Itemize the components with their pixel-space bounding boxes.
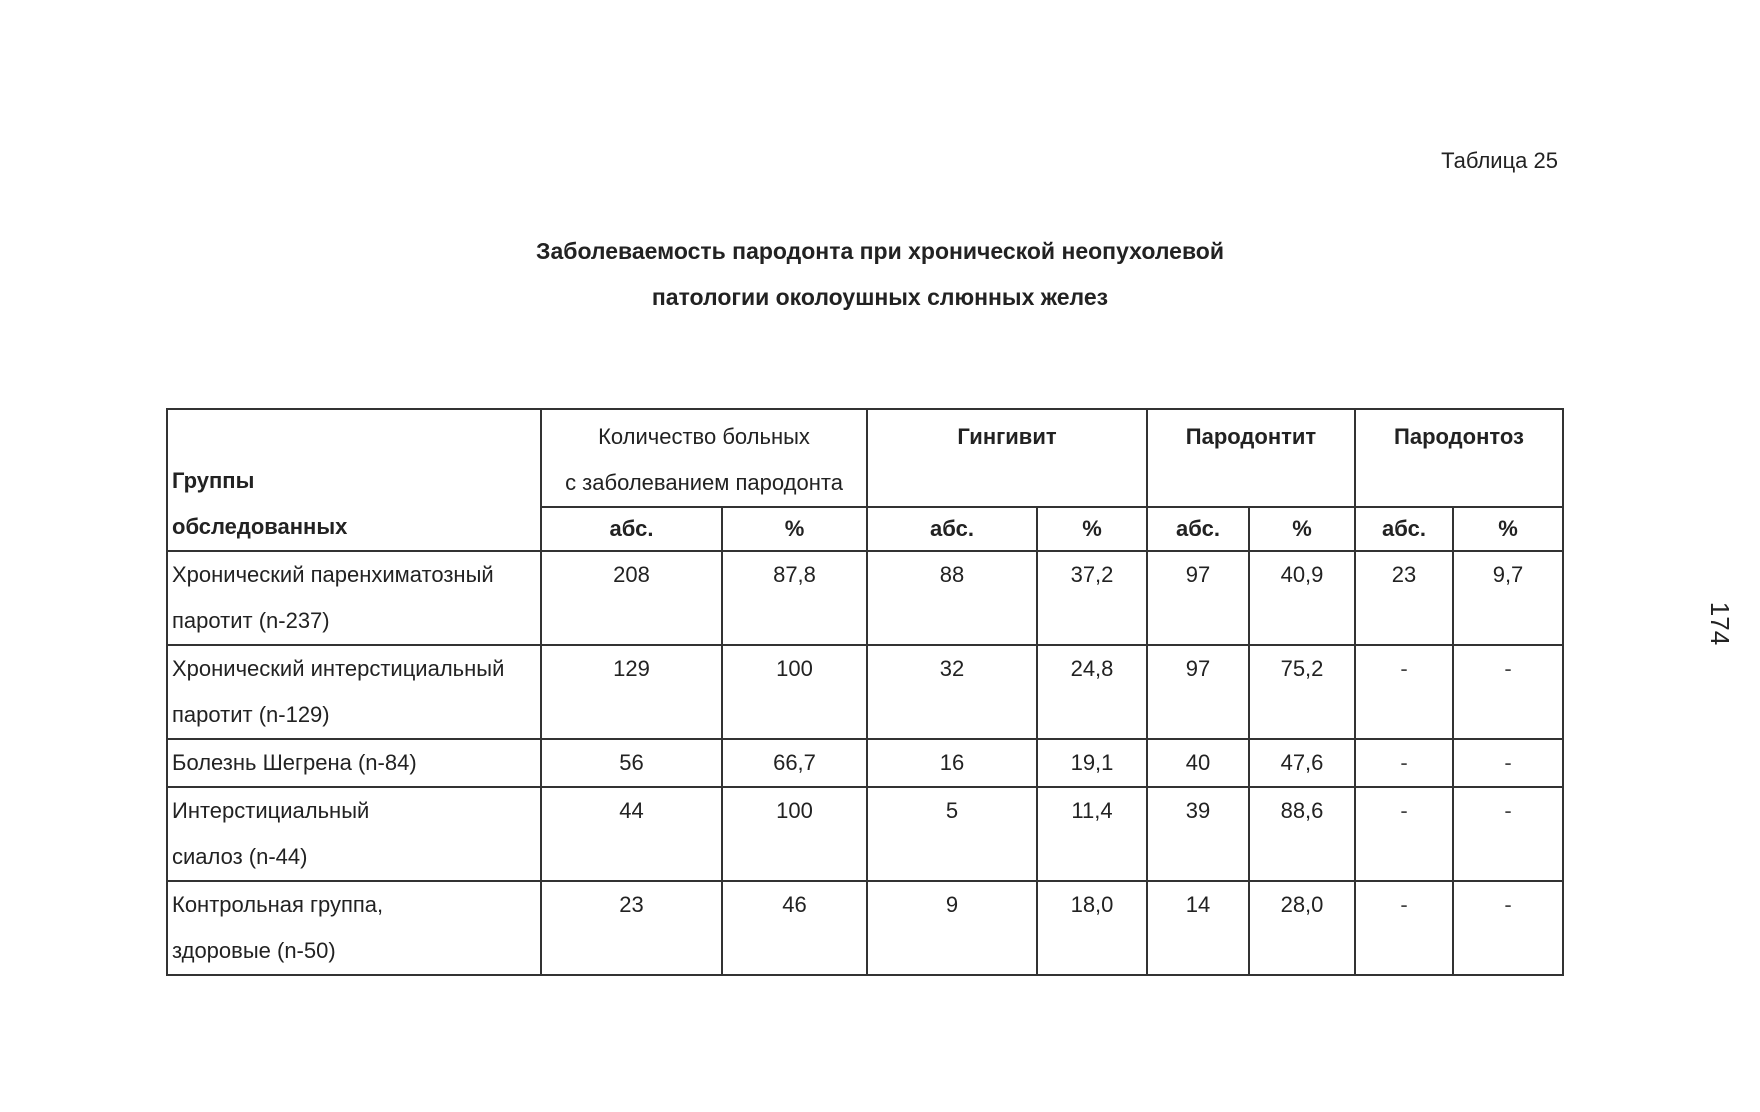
group-label-line-1: Хронический интерстициальный: [172, 656, 505, 681]
periodontosis-pct-cell: -: [1453, 645, 1563, 739]
group-label-line-1: Болезнь Шегрена (n-84): [172, 750, 417, 775]
gingivitis-abs-cell: 32: [867, 645, 1037, 739]
count-pct-cell: 100: [722, 787, 867, 881]
periodontosis-pct-cell: -: [1453, 881, 1563, 975]
gingivitis-pct-cell: 11,4: [1037, 787, 1147, 881]
count-pct-header: %: [722, 507, 867, 551]
count-abs-cell: 56: [541, 739, 722, 787]
periodontosis-header: Пародонтоз: [1355, 409, 1563, 507]
periodontitis-pct-cell: 47,6: [1249, 739, 1355, 787]
table-row: [167, 739, 1563, 787]
gingivitis-pct-cell: 37,2: [1037, 551, 1147, 645]
table-title-line-1: Заболеваемость пародонта при хронической неопухолевой: [536, 238, 1224, 264]
group-label-line-2: здоровые (n-50): [172, 938, 336, 963]
page-number: 174: [1705, 601, 1736, 646]
groups-header-line-1: Группы: [172, 468, 255, 493]
table-row: [167, 787, 1563, 881]
gingivitis-header: Гингивит: [867, 409, 1147, 507]
periodontosis-pct-header: %: [1453, 507, 1563, 551]
periodontitis-abs-cell: 39: [1147, 787, 1249, 881]
group-label: [167, 645, 541, 739]
periodontosis-pct-cell: -: [1453, 787, 1563, 881]
periodontitis-pct-cell: 40,9: [1249, 551, 1355, 645]
table-row: [167, 645, 1563, 739]
count-abs-header: абс.: [541, 507, 722, 551]
group-label-line-1: Контрольная группа,: [172, 892, 384, 917]
gingivitis-pct-cell: 18,0: [1037, 881, 1147, 975]
group-label: [167, 739, 541, 787]
periodontosis-abs-cell: -: [1355, 787, 1453, 881]
groups-header: [167, 409, 541, 551]
patient-count-header-line-1: Количество больных: [598, 424, 810, 449]
periodontosis-abs-header: абс.: [1355, 507, 1453, 551]
gingivitis-abs-header: абс.: [867, 507, 1037, 551]
group-label: [167, 551, 541, 645]
group-label-line-2: паротит (n-129): [172, 702, 330, 727]
morbidity-table: [166, 408, 1564, 976]
table-title-line-2: патологии околоушных слюнных желез: [651, 284, 1109, 310]
group-label-line-2: сиалоз (n-44): [172, 844, 308, 869]
table-row: [167, 881, 1563, 975]
periodontosis-abs-cell: 23: [1355, 551, 1453, 645]
count-pct-cell: 66,7: [722, 739, 867, 787]
count-pct-cell: 46: [722, 881, 867, 975]
periodontitis-header: Пародонтит: [1147, 409, 1355, 507]
patient-count-header-line-2: с заболеванием пародонта: [565, 470, 843, 495]
patient-count-header: [541, 409, 867, 507]
group-label: [167, 881, 541, 975]
table-row: [167, 551, 1563, 645]
gingivitis-abs-cell: 5: [867, 787, 1037, 881]
group-label: [167, 787, 541, 881]
periodontitis-pct-header: %: [1249, 507, 1355, 551]
periodontitis-pct-cell: 75,2: [1249, 645, 1355, 739]
count-pct-cell: 100: [722, 645, 867, 739]
table-number-label: Таблица 25: [1441, 148, 1558, 173]
group-label-line-1: Интерстициальный: [172, 798, 370, 823]
periodontosis-abs-cell: -: [1355, 739, 1453, 787]
periodontosis-abs-cell: -: [1355, 881, 1453, 975]
count-abs-cell: 23: [541, 881, 722, 975]
periodontitis-abs-header: абс.: [1147, 507, 1249, 551]
table-header-row: [167, 409, 1563, 507]
group-label-line-1: Хронический паренхиматозный: [172, 562, 494, 587]
count-abs-cell: 44: [541, 787, 722, 881]
periodontitis-pct-cell: 28,0: [1249, 881, 1355, 975]
gingivitis-abs-cell: 88: [867, 551, 1037, 645]
periodontitis-pct-cell: 88,6: [1249, 787, 1355, 881]
count-pct-cell: 87,8: [722, 551, 867, 645]
gingivitis-abs-cell: 9: [867, 881, 1037, 975]
gingivitis-abs-cell: 16: [867, 739, 1037, 787]
table-title: [0, 228, 1760, 320]
group-label-line-2: паротит (n-237): [172, 608, 330, 633]
groups-header-line-2: обследованных: [172, 514, 348, 539]
periodontitis-abs-cell: 40: [1147, 739, 1249, 787]
periodontosis-pct-cell: 9,7: [1453, 551, 1563, 645]
gingivitis-pct-cell: 19,1: [1037, 739, 1147, 787]
gingivitis-pct-header: %: [1037, 507, 1147, 551]
periodontitis-abs-cell: 97: [1147, 551, 1249, 645]
gingivitis-pct-cell: 24,8: [1037, 645, 1147, 739]
periodontosis-pct-cell: -: [1453, 739, 1563, 787]
count-abs-cell: 129: [541, 645, 722, 739]
periodontitis-abs-cell: 97: [1147, 645, 1249, 739]
periodontitis-abs-cell: 14: [1147, 881, 1249, 975]
count-abs-cell: 208: [541, 551, 722, 645]
periodontosis-abs-cell: -: [1355, 645, 1453, 739]
